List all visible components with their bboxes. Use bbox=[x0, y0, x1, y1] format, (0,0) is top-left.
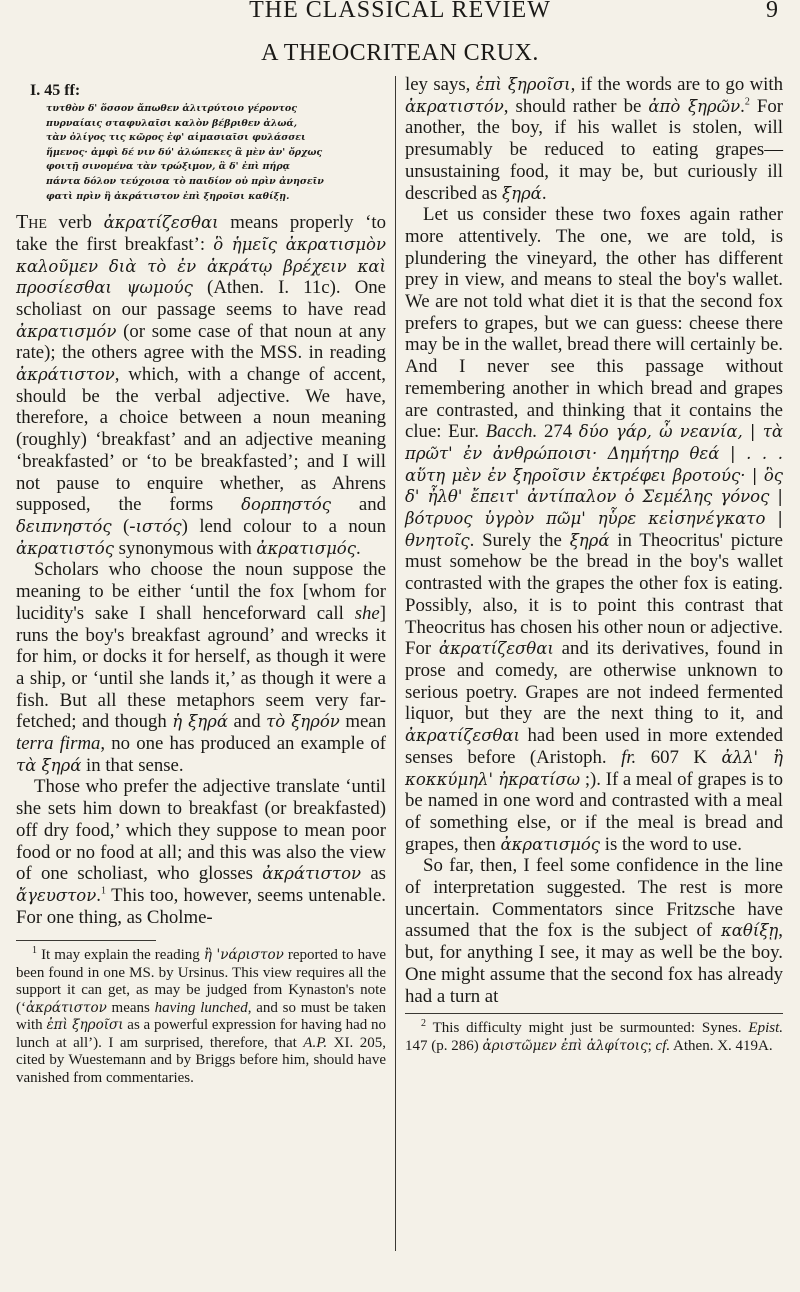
quote-line: πυρναίαις σταφυλαῖσι καλὸν βέβριθεν ἀλωά, bbox=[46, 117, 298, 129]
paragraph: ley says, ἐπὶ ξηροῖσι, if the words are to go with ἀκρατιστόν, should rather be ἀπὸ ξηρῶν.$^2$ For another, the boy, if his wallet is stolen, will presumably be reduced to eating grapes—unsustaining food, it may be, but curiously ill described as ξηρά. bbox=[405, 74, 783, 204]
right-column bbox=[405, 72, 783, 1055]
left-body bbox=[16, 212, 386, 928]
footnote-rule bbox=[405, 1013, 783, 1014]
quote-line: τὰν ὀλίγος τις κῶρος ἐφ' αἱμασιαῖσι φυλάσσει bbox=[46, 132, 306, 144]
paragraph: Let us consider these two foxes again rather more attentively. The one, we are told, is plundering the vineyard, the other has different prey in view, and means to steal the boy's wallet. We are not told what diet it is that the second fox prefers to grapes, but we can guess: cheese there may be in the wallet, bread there will certainly be. And I never see this passage without remembering another in which bread and grapes are contrasted, and thinking that it contains the clue: Eur. Bacch. 274 δύο γάρ, ὦ νεανία, | τὰ πρῶτ' ἐν ἀνθρώποισι· Δημήτηρ θεά | . . . αὕτη μὲν ἐν ξηροῖσιν ἐκτρέφει βροτούς· | ὃς δ' ἦλθ' ἔπειτ' ἀντίπαλον ὁ Σεμέλης γόνος | βότρυος ὑγρὸν πῶμ' ηὗρε κεἰσηνέγκατο | θνητοῖς. Surely the ξηρά in Theocritus' picture must somehow be the bread in the boy's wallet contrasted with the grapes the other fox is eating. Possibly, also, it is to point this contrast that Theocritus has chosen his other noun or adjective. For ἀκρατίζεσθαι and its derivatives, found in prose and comedy, are otherwise unknown to serious poetry. Grapes are not indeed fermented liquor, but they are the next thing to it, and ἀκρατίζεσθαι had been used in more extended senses before (Aristoph. fr. 607 K ἀλλ' ἢ κοκκύμηλ' ἠκρατίσω ;). If a meal of grapes is to be named in one word and contrasted with a meal of something else, or if the meal is bread and grapes, then ἀκρατισμός is the word to use. bbox=[405, 204, 784, 855]
footnote-marker[interactable]: 1 bbox=[100, 885, 106, 897]
page-header bbox=[0, 0, 800, 24]
right-body bbox=[405, 74, 783, 1007]
footnote-2: $^2$ This difficulty might just be surmounted: Synes. Epist. 147 (p. 286) ἀριστῶμεν ἐπὶ ἀλφίτοις; cf. Athen. X. 419A. bbox=[405, 1018, 783, 1054]
quote-line: φοιτῇ σινομένα τὰν τρώξιμον, ἃ δ' ἐπὶ πήρᾳ bbox=[46, 161, 290, 173]
footnote-marker[interactable]: 2 bbox=[744, 96, 750, 108]
quote-line: πάντα δόλον τεύχοισα τὸ παιδίον οὐ πρὶν ἀνησεῖν bbox=[46, 175, 324, 187]
column-divider bbox=[395, 76, 396, 1251]
quote-line: τυτθὸν δ' ὅσσον ἄπωθεν ἁλιτρύτοιο γέροντος bbox=[46, 103, 298, 114]
footnote-1: $^1$ It may explain the reading ἢ 'νάριστον reported to have been found in one MS. by Ursinus. This view requires all the support it can get, as may be judged from Kynaston's note (‘ἀκράτιστον means having lunched, and so must be taken with ἐπὶ ξηροῖσι as a powerful expression for having had no lunch at all’). I am surprised, therefore, that A.P. XI. 205, cited by Wuestemann and by Briggs before him, should have vanished from commentaries. bbox=[16, 945, 387, 1086]
page-number: 9 bbox=[766, 0, 778, 23]
running-title: THE CLASSICAL REVIEW bbox=[249, 0, 551, 23]
footnote-rule bbox=[16, 940, 156, 941]
paragraph: The verb ἀκρατίζεσθαι means properly ‘to take the first breakfast’: ὃ ἡμεῖς ἀκρατισμὸν καλοῦμεν διὰ τὸ ἐν ἀκράτῳ βρέχειν καὶ προσίεσθαι ψωμούς (Athen. I. 11c). One scholiast on our passage seems to have read ἀκρατισμόν (or some case of that noun at any rate); the others agree with the MSS. in reading ἀκράτιστον, which, with a change of accent, should be the verbal adjective. We have, therefore, a choice between a noun meaning (roughly) ‘breakfast’ and an adjective meaning ‘breakfasted’ or ‘to be breakfasted’; and I will not pause to enquire whether, as Ahrens supposed, the forms δορπηστός and δειπνηστός (-ιστός) lend colour to a noun ἀκρατιστός synonymous with ἀκρατισμός. bbox=[16, 211, 386, 559]
quote-line: φατὶ πρὶν ἢ ἀκράτιστον ἐπὶ ξηροῖσι καθίξῃ. bbox=[46, 190, 290, 202]
left-column bbox=[16, 72, 386, 1087]
article-title: A THEOCRITEAN CRUX. bbox=[261, 40, 539, 66]
paragraph: Scholars who choose the noun suppose the meaning to be either ‘until the fox [whom for lucidity's sake I shall henceforward call she] runs the boy's breakfast aground’ and wrecks it for him, or docks it for herself, as though it were a ship, or ‘until she lands it,’ as though it were a fish. But all these metaphors seem very far-fetched; and though ἡ ξηρά and τὸ ξηρόν mean terra firma, no one has produced an example of τὰ ξηρά in that sense. bbox=[16, 559, 387, 776]
greek-quotation bbox=[46, 102, 386, 204]
quote-line: ἥμενος· ἀμφὶ δέ νιν δύ' ἀλώπεκες ἃ μὲν ἀν' ὄρχως bbox=[46, 146, 323, 158]
passage-reference: I. 45 ff: bbox=[30, 82, 81, 99]
drop-word: The bbox=[16, 211, 47, 234]
paragraph: So far, then, I feel some confidence in the line of interpretation suggested. The rest is more uncertain. Commentators since Fritzsche have assumed that the fox is the subject of καθίξῃ, but, for anything I see, it may as well be the boy. One might assume that the second fox has already had a turn at bbox=[405, 855, 783, 1007]
paragraph: Those who prefer the adjective translate ‘until she sets him down to breakfast (or breakfasted) off dry food,’ which they suppose to mean poor food or no food at all; and this was also the view of one scholiast, who glosses ἀκράτιστον as ἄγευστον.$^1$ This too, however, seems untenable. For one thing, as Cholme- bbox=[16, 776, 386, 928]
